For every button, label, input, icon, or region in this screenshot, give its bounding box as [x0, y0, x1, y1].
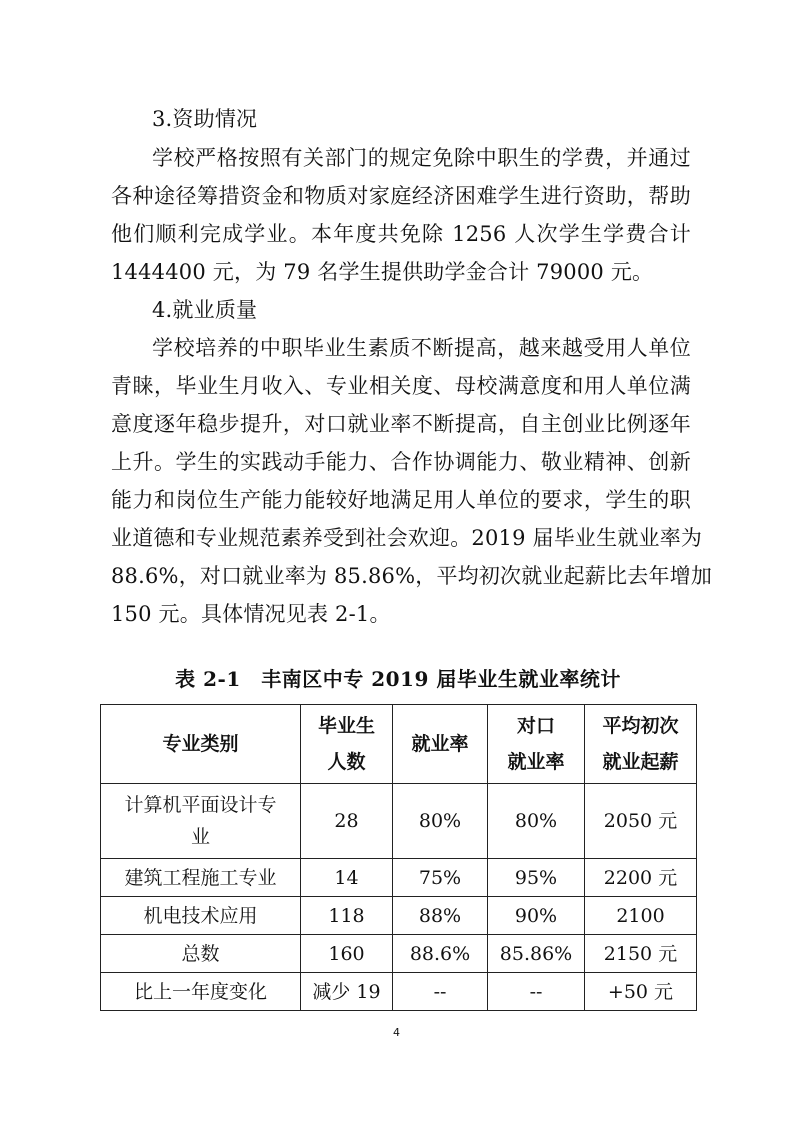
- header-major: 专业类别: [101, 705, 301, 784]
- cell-starting-salary: 2150 元: [585, 935, 697, 973]
- cell-employment-rate: 88.6%: [393, 935, 488, 973]
- employment-paragraph-line: 88.6%，对口就业率为 85.86%，平均初次就业起薪比去年增加: [111, 564, 713, 588]
- header-employment-rate: 就业率: [393, 705, 488, 784]
- aid-paragraph-line: 各种途径筹措资金和物质对家庭经济困难学生进行资助，帮助: [111, 184, 691, 208]
- cell-major: 计算机平面设计专 业: [101, 784, 301, 859]
- employment-paragraph-line: 能力和岗位生产能力能较好地满足用人单位的要求，学生的职: [111, 488, 691, 512]
- cell-matched-rate: --: [488, 973, 585, 1011]
- cell-starting-salary: +50 元: [585, 973, 697, 1011]
- employment-paragraph-line: 青睐，毕业生月收入、专业相关度、母校满意度和用人单位满: [111, 374, 691, 398]
- cell-graduates: 28: [301, 784, 393, 859]
- cell-major: 机电技术应用: [101, 897, 301, 935]
- cell-major: 比上一年度变化: [101, 973, 301, 1011]
- cell-starting-salary: 2050 元: [585, 784, 697, 859]
- table-row: [101, 784, 697, 859]
- cell-starting-salary: 2100: [585, 897, 697, 935]
- cell-graduates: 减少 19: [301, 973, 393, 1011]
- cell-employment-rate: 80%: [393, 784, 488, 859]
- employment-paragraph-line: 学校培养的中职毕业生素质不断提高，越来越受用人单位: [152, 336, 691, 360]
- cell-employment-rate: 88%: [393, 897, 488, 935]
- table-row-total: [101, 935, 697, 973]
- cell-graduates: 118: [301, 897, 393, 935]
- header-starting-salary: 平均初次 就业起薪: [585, 705, 697, 784]
- table-caption: 表 2-1 丰南区中专 2019 届毕业生就业率统计: [175, 667, 621, 691]
- cell-employment-rate: 75%: [393, 859, 488, 897]
- employment-paragraph-line: 150 元。具体情况见表 2-1。: [111, 602, 391, 626]
- cell-graduates: 160: [301, 935, 393, 973]
- cell-starting-salary: 2200 元: [585, 859, 697, 897]
- employment-paragraph-line: 上升。学生的实践动手能力、合作协调能力、敬业精神、创新: [111, 450, 691, 474]
- employment-heading: 4.就业质量: [152, 298, 258, 322]
- cell-major: 建筑工程施工专业: [101, 859, 301, 897]
- header-matched-rate: 对口 就业率: [488, 705, 585, 784]
- aid-paragraph-line: 他们顺利完成学业。本年度共免除 1256 人次学生学费合计: [111, 222, 691, 246]
- employment-stats-table: [100, 704, 697, 1011]
- page-number: 4: [393, 1026, 400, 1039]
- aid-heading: 3.资助情况: [152, 107, 258, 131]
- table-row: [101, 859, 697, 897]
- cell-major: 总数: [101, 935, 301, 973]
- table-row-change: [101, 973, 697, 1011]
- cell-employment-rate: --: [393, 973, 488, 1011]
- cell-matched-rate: 95%: [488, 859, 585, 897]
- cell-graduates: 14: [301, 859, 393, 897]
- aid-paragraph-line: 1444400 元，为 79 名学生提供助学金合计 79000 元。: [111, 260, 654, 284]
- table-row: [101, 897, 697, 935]
- table-header-row: [101, 705, 697, 784]
- employment-paragraph-line: 业道德和专业规范素养受到社会欢迎。2019 届毕业生就业率为: [111, 526, 703, 550]
- cell-matched-rate: 85.86%: [488, 935, 585, 973]
- header-graduates: 毕业生 人数: [301, 705, 393, 784]
- cell-matched-rate: 80%: [488, 784, 585, 859]
- aid-paragraph-line: 学校严格按照有关部门的规定免除中职生的学费，并通过: [152, 146, 691, 170]
- employment-paragraph-line: 意度逐年稳步提升，对口就业率不断提高，自主创业比例逐年: [111, 412, 691, 436]
- cell-matched-rate: 90%: [488, 897, 585, 935]
